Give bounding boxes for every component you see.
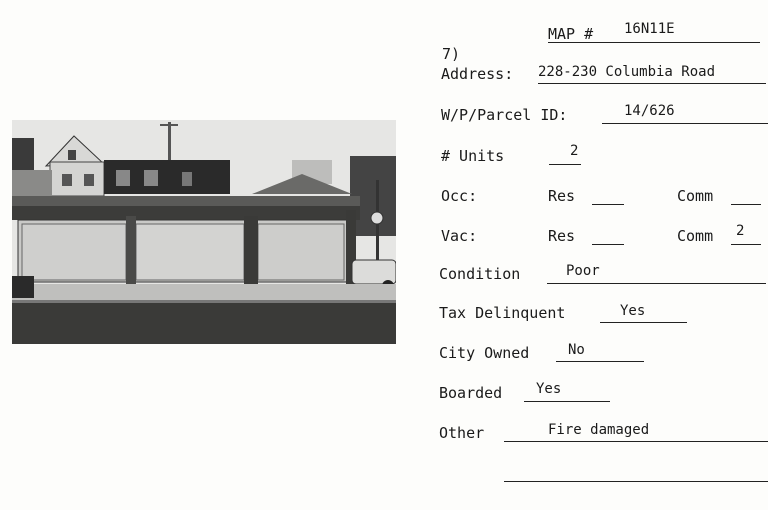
address-underline xyxy=(538,83,766,84)
occ-comm-label: Comm xyxy=(677,187,714,205)
parcel-value: 14/626 xyxy=(624,103,675,119)
vac-res-underline xyxy=(592,244,624,245)
boarded-label: Boarded xyxy=(439,384,503,402)
map-value: 16N11E xyxy=(624,21,675,37)
other-value: Fire damaged xyxy=(548,422,650,438)
units-value: 2 xyxy=(570,143,579,159)
address-value: 228-230 Columbia Road xyxy=(538,64,716,80)
other-label: Other xyxy=(439,424,485,442)
units-label: # Units xyxy=(441,147,505,165)
vac-comm-value: 2 xyxy=(736,223,745,239)
boarded-underline xyxy=(524,401,610,402)
occ-res-underline xyxy=(592,204,624,205)
parcel-underline xyxy=(602,123,768,124)
condition-value: Poor xyxy=(566,263,600,279)
occ-comm-underline xyxy=(731,204,761,205)
vac-res-label: Res xyxy=(548,227,576,245)
condition-label: Condition xyxy=(439,265,521,283)
item-number: 7) xyxy=(442,45,461,63)
city-owned-underline xyxy=(556,361,644,362)
map-underline xyxy=(548,42,760,43)
storefront-photo-illustration xyxy=(12,120,396,344)
vac-comm-label: Comm xyxy=(677,227,714,245)
other-underline xyxy=(504,441,768,442)
building-photo xyxy=(12,120,396,344)
vac-label: Vac: xyxy=(441,227,478,245)
condition-underline xyxy=(547,283,766,284)
other-underline-2 xyxy=(504,481,768,482)
tax-label: Tax Delinquent xyxy=(439,304,566,322)
units-underline xyxy=(549,164,581,165)
address-label: Address: xyxy=(441,65,514,83)
parcel-label: W/P/Parcel ID: xyxy=(441,106,568,124)
occ-label: Occ: xyxy=(441,187,478,205)
city-owned-label: City Owned xyxy=(439,344,530,362)
tax-value: Yes xyxy=(620,303,646,319)
map-label: MAP # xyxy=(548,25,594,43)
boarded-value: Yes xyxy=(536,381,562,397)
tax-underline xyxy=(600,322,687,323)
occ-res-label: Res xyxy=(548,187,576,205)
vac-comm-underline xyxy=(731,244,761,245)
city-owned-value: No xyxy=(568,342,585,358)
